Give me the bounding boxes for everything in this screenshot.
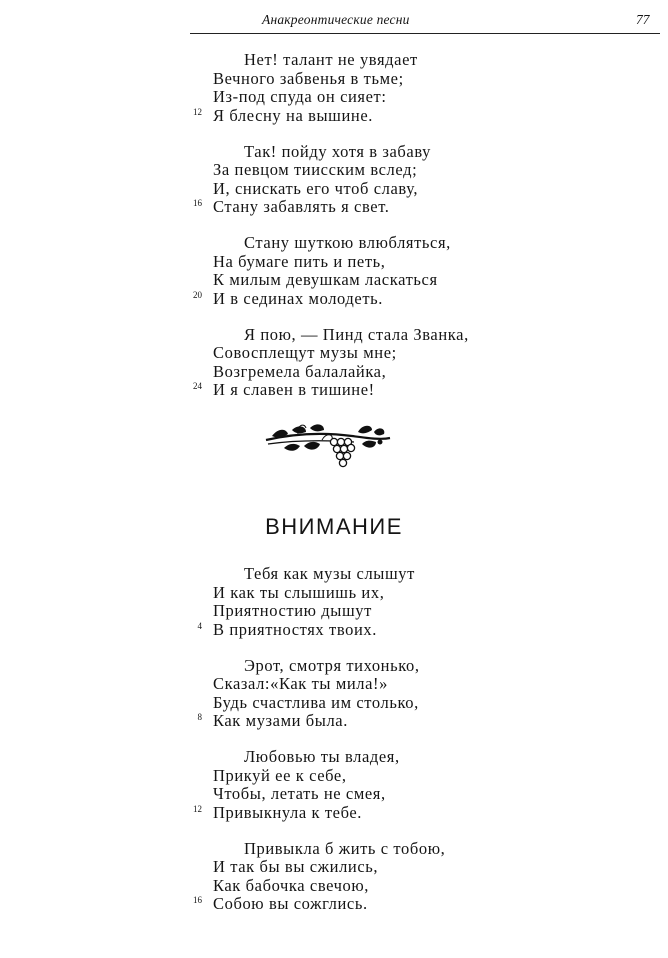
verse-line: В приятностях твоих. bbox=[213, 619, 377, 639]
page-header bbox=[0, 0, 668, 36]
line-number: 8 bbox=[197, 712, 202, 722]
verse-line: Привыкла б жить с тобою, bbox=[244, 838, 446, 858]
verse-line: Привыкнула к тебе. bbox=[213, 802, 363, 822]
line-number: 20 bbox=[193, 289, 202, 300]
page-number: 77 bbox=[636, 12, 650, 27]
verse-line: И в сединах молодеть. bbox=[213, 288, 384, 308]
verse-line: К милым девушкам ласкаться bbox=[213, 270, 438, 289]
verse-line: Стану шуткою влюбляться, bbox=[244, 233, 451, 252]
poem-title-text: ВНИМАНИЕ bbox=[265, 514, 403, 539]
line-number: 24 bbox=[193, 381, 202, 391]
grape-vine-ornament-icon bbox=[262, 418, 392, 470]
verse-line: Чтобы, летать не смея, bbox=[213, 784, 386, 803]
verse-line: И как ты слышишь их, bbox=[213, 582, 385, 602]
line-number: 12 bbox=[193, 106, 202, 117]
verse-line: Как музами была. bbox=[213, 711, 348, 730]
running-title: Анакреонтические песни bbox=[262, 12, 410, 27]
verse-line: Так! пойду хотя в забаву bbox=[244, 141, 432, 161]
verse-line: Будь счастлива им столько, bbox=[213, 692, 419, 712]
verse-line: Совосплещут музы мне; bbox=[213, 343, 397, 362]
header-rule bbox=[190, 33, 660, 34]
verse-line: Собою вы сожглись. bbox=[213, 894, 368, 913]
poem-title bbox=[0, 514, 668, 540]
verse-line: И я славен в тишине! bbox=[213, 380, 375, 399]
verse-line: Возгремела балалайка, bbox=[213, 361, 387, 381]
verse-line: За певцом тиисским вслед; bbox=[213, 160, 418, 179]
verse-line: Я пою, — Пинд стала Званка, bbox=[244, 324, 469, 344]
verse-line: Я блесну на вышине. bbox=[213, 105, 373, 125]
line-number: 16 bbox=[193, 198, 202, 208]
verse-line: Нет! талант не увядает bbox=[244, 50, 418, 69]
verse-line: Из-под спуда он сияет: bbox=[213, 87, 387, 106]
verse-line: Эрот, смотря тихонько, bbox=[244, 655, 420, 675]
verse-line: Как бабочка свечою, bbox=[213, 875, 370, 895]
verse-line: Любовью ты владея, bbox=[244, 747, 400, 766]
verse-line: Прикуй ее к себе, bbox=[213, 765, 347, 785]
verse-line: Приятностию дышут bbox=[213, 601, 372, 620]
verse-line: Вечного забвенья в тьме; bbox=[213, 68, 404, 88]
verse-line: Стану забавлять я свет. bbox=[213, 197, 390, 216]
verse-line: И, снискать его чтоб славу, bbox=[213, 178, 419, 198]
verse-line: Сказал:«Как ты мила!» bbox=[213, 674, 388, 693]
line-number: 16 bbox=[193, 895, 202, 905]
line-number: 4 bbox=[197, 620, 202, 631]
verse-line: И так бы вы сжились, bbox=[213, 857, 379, 876]
line-number: 12 bbox=[193, 803, 202, 814]
verse-line: На бумаге пить и петь, bbox=[213, 251, 386, 271]
verse-line: Тебя как музы слышут bbox=[244, 564, 415, 583]
